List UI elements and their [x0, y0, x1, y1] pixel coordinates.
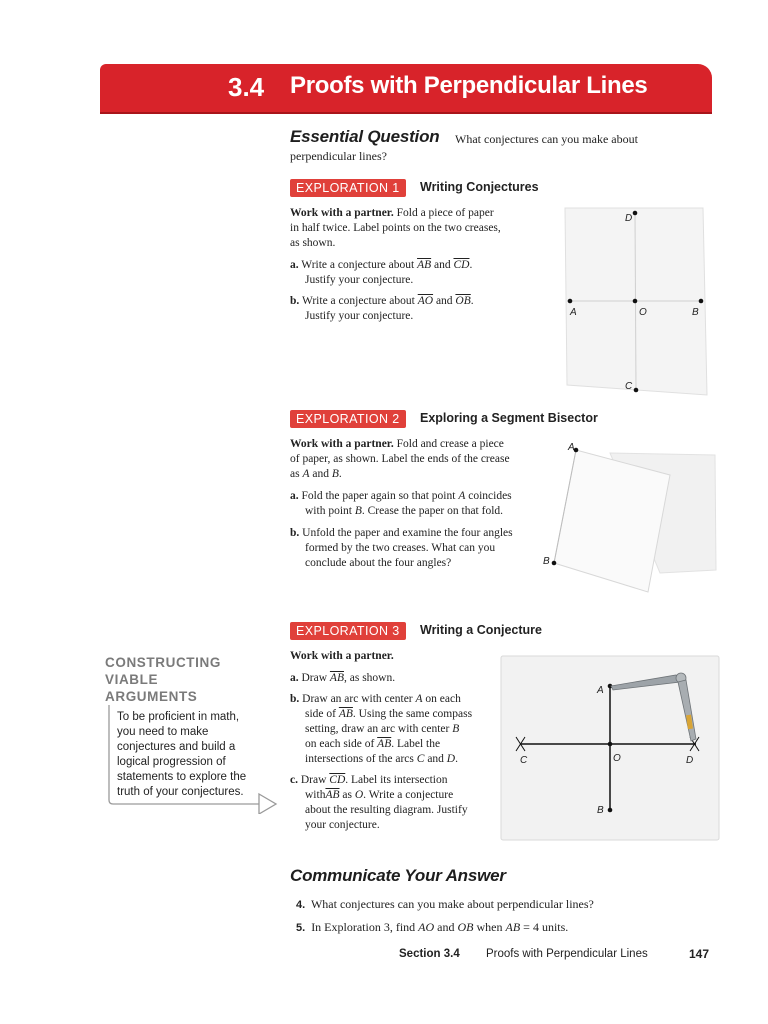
exploration-3-badge: EXPLORATION 3 [290, 622, 406, 640]
question-5: 5. In Exploration 3, find AO and OB when AB = 4 units. [296, 920, 569, 934]
label-b: B [543, 556, 550, 567]
footer-title: Proofs with Perpendicular Lines [486, 948, 648, 960]
exploration-2-item-b: b. Unfold the paper and examine the four angles formed by the two creases. What can you conclude about the four angles? [290, 527, 513, 569]
communicate-heading: Communicate Your Answer [290, 866, 506, 885]
point-d [633, 211, 638, 216]
section-title: Proofs with Perpendicular Lines [290, 72, 648, 99]
page-number: 147 [689, 947, 710, 961]
essential-question-label: Essential Question [290, 127, 440, 146]
sidebar-title: CONSTRUCTING VIABLE ARGUMENTS [105, 655, 221, 704]
exploration-2-intro: Work with a partner. Fold and crease a piece of paper, as shown. Label the ends of the crease as A and B. [290, 438, 510, 480]
exploration-2-title: Exploring a Segment Bisector [420, 411, 598, 425]
question-4: 4. What conjectures can you make about perpendicular lines? [296, 897, 594, 911]
label-d: D [686, 755, 694, 766]
label-c: C [520, 755, 528, 766]
label-o: O [613, 753, 621, 764]
point-a [568, 299, 573, 304]
label-c: C [625, 381, 633, 392]
compass-construction-diagram [500, 655, 722, 843]
point-o [633, 299, 638, 304]
essential-question-text-2: perpendicular lines? [290, 149, 387, 163]
sidebar-text: To be proficient in math, you need to make conjectures and build a logical progression of statements to explore the truth of your conjectures. [117, 711, 247, 798]
exploration-3-text: Work with a partner. a. Draw $\overline{AB}$, as shown. b. Draw an arc with center A on each side of $\overline{AB}$. Using the same compass setting, draw an arc with center B on each side of $\overline{AB}$. Label the intersections of the arcs C and D. c. Draw $\overline{CD}$. Label its intersection $with\overline{AB}$ as O. Write a conjecture about the resulting diagram. Justify your conjecture. [290, 650, 473, 831]
exploration-1-item-b: b. Write a conjecture about $\overline{AO}$ and $\overline{OB}$. Justify your conjecture. [290, 295, 474, 322]
point-c [634, 388, 639, 393]
label-a: A [597, 685, 604, 696]
exploration-1-title: Writing Conjectures [420, 180, 539, 194]
footer-section: Section 3.4 [399, 948, 460, 960]
label-b: B [597, 805, 604, 816]
point-o [608, 742, 613, 747]
exploration-2-badge: EXPLORATION 2 [290, 410, 406, 428]
folded-paper-diagram-1 [555, 205, 715, 400]
label-a: A [570, 307, 577, 318]
label-a: A [568, 442, 575, 453]
point-b [608, 808, 613, 813]
exploration-2-item-a: a. Fold the paper again so that point A coincides with point B. Crease the paper on that fold. [290, 490, 512, 517]
point-b [699, 299, 704, 304]
exploration-1-badge: EXPLORATION 1 [290, 179, 406, 197]
label-b: B [692, 307, 699, 318]
point-b [552, 561, 557, 566]
section-number: 3.4 [228, 72, 265, 102]
exploration-3-title: Writing a Conjecture [420, 623, 543, 637]
folded-paper-diagram-2 [540, 435, 720, 595]
essential-question-text-1: What conjectures can you make about [455, 132, 638, 146]
label-d: D [625, 213, 633, 224]
exploration-1-intro: Work with a partner. Fold a piece of paper in half twice. Label points on the two creases, as shown. [290, 207, 501, 249]
label-o: O [639, 307, 647, 318]
exploration-1-item-a: a. Write a conjecture about $\overline{AB}$ and $\overline{CD}$. Justify your conjecture. [290, 259, 473, 286]
